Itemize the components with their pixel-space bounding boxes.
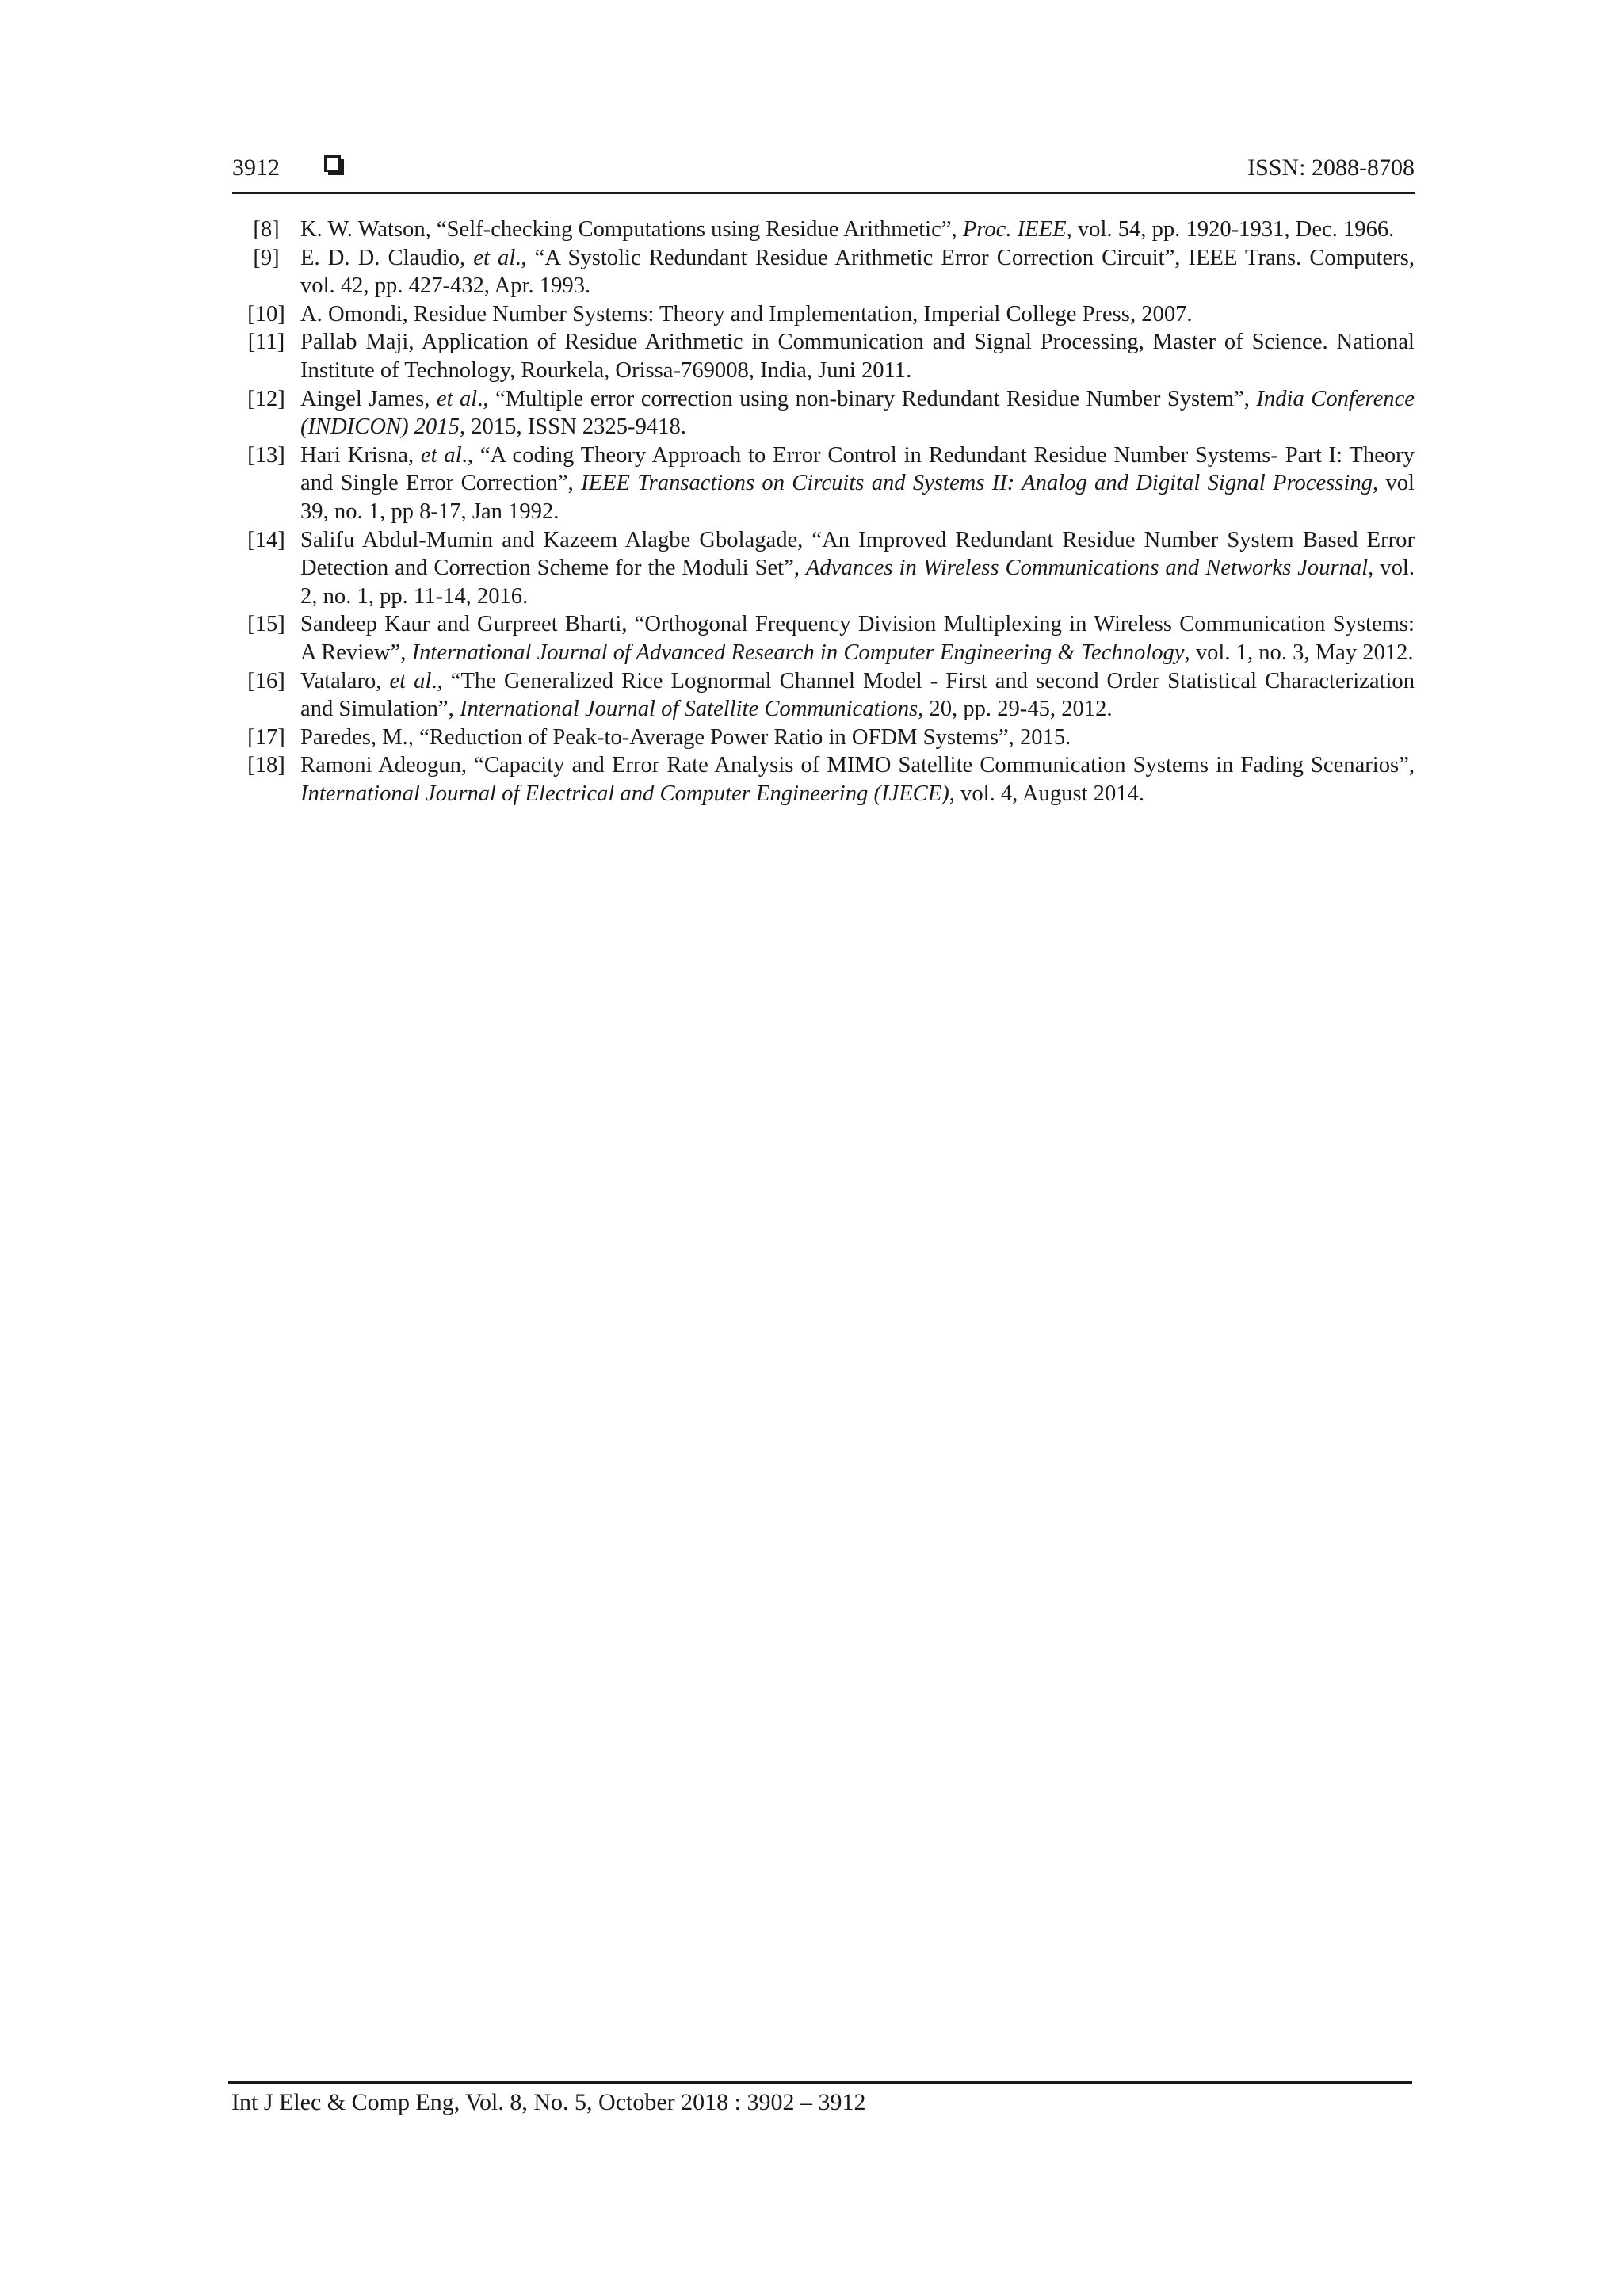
reference-text: [289, 751, 1415, 808]
reference-segment: A. Omondi, Residue Number Systems: Theory and Implementation, Imperial College Press, 2007.: [300, 301, 1193, 327]
reference-segment: ., “The Generalized Rice Lognormal Channel Model - First and second Order Statistical Characterization and Simulation”,: [300, 668, 1415, 722]
reference-item: [232, 441, 1415, 526]
reference-segment: , vol. 1, no. 3, May 2012.: [1184, 640, 1414, 665]
reference-text: [289, 610, 1415, 667]
reference-number: [232, 441, 289, 526]
reference-number: [232, 385, 289, 441]
reference-text: [289, 244, 1415, 300]
reference-number-label: [8]: [253, 217, 280, 242]
reference-item: [232, 751, 1415, 808]
reference-segment: , vol 39, no. 1, pp 8-17, Jan 1992.: [300, 471, 1415, 524]
reference-text: [289, 724, 1415, 752]
reference-segment: , 2015, ISSN 2325-9418.: [459, 415, 686, 440]
reference-italic-segment: IEEE Transactions on Circuits and Systems II: Analog and Digital Signal Processing: [581, 471, 1373, 496]
reference-segment: Hari Krisna,: [300, 442, 421, 468]
reference-italic-segment: International Journal of Advanced Research in Computer Engineering & Technology: [411, 640, 1185, 665]
reference-segment: Aingel James,: [300, 386, 437, 411]
reference-segment: , 20, pp. 29-45, 2012.: [918, 697, 1113, 722]
reference-item: [232, 385, 1415, 441]
reference-segment: Salifu Abdul-Mumin and Kazeem Alagbe Gbolagade, “An Improved Redundant Residue Number System Based Error Detection and Correction Scheme for the Moduli Set”,: [300, 527, 1415, 581]
reference-segment: ., “Multiple error correction using non-binary Redundant Residue Number System”,: [477, 386, 1257, 411]
reference-segment: Vatalaro,: [300, 668, 390, 693]
reference-number-label: [17]: [247, 724, 285, 750]
reference-text: [289, 300, 1415, 329]
reference-number-label: [18]: [247, 753, 285, 778]
reference-number-label: [11]: [247, 330, 285, 355]
reference-item: [232, 216, 1415, 244]
reference-number: [232, 328, 289, 384]
reference-item: [232, 526, 1415, 611]
reference-text: [289, 328, 1415, 384]
reference-segment: , vol. 2, no. 1, pp. 11-14, 2016.: [300, 556, 1415, 609]
reference-number: [232, 216, 289, 244]
reference-item: [232, 667, 1415, 724]
reference-italic-segment: Proc. IEEE: [962, 217, 1067, 242]
reference-number-label: [13]: [247, 442, 285, 468]
reference-segment: Paredes, M., “Reduction of Peak-to-Average Power Ratio in OFDM Systems”, 2015.: [300, 724, 1071, 750]
reference-number-label: [16]: [247, 668, 285, 693]
reference-number-label: [15]: [247, 612, 285, 637]
reference-italic-segment: et al: [436, 386, 478, 411]
reference-number: [232, 244, 289, 300]
reference-number: [232, 526, 289, 611]
reference-segment: E. D. D. Claudio,: [300, 245, 474, 270]
reference-segment: Sandeep Kaur and Gurpreet Bharti, “Orthogonal Frequency Division Multiplexing in Wireless Communication Systems: A Review”,: [300, 612, 1415, 665]
reference-number-label: [14]: [247, 527, 285, 552]
reference-italic-segment: Advances in Wireless Communications and Networks Journal: [805, 556, 1369, 581]
box-bullet-icon: [324, 155, 345, 176]
reference-segment: Pallab Maji, Application of Residue Arithmetic in Communication and Signal Processing, Master of Science. National Institute of Technology, Rourkela, Orissa-769008, India, Juni 2011.: [300, 330, 1415, 383]
reference-segment: K. W. Watson, “Self-checking Computations using Residue Arithmetic”,: [300, 217, 963, 242]
reference-segment: Ramoni Adeogun, “Capacity and Error Rate Analysis of MIMO Satellite Communication Systems in Fading Scenarios”,: [300, 753, 1415, 778]
reference-italic-segment: et al: [389, 668, 432, 693]
reference-italic-segment: India Conference (INDICON) 2015: [300, 386, 1415, 440]
reference-text: [289, 385, 1415, 441]
issn: ISSN: 2088-8708: [1247, 155, 1415, 181]
reference-number: [232, 724, 289, 752]
reference-italic-segment: et al: [420, 442, 462, 468]
reference-number: [232, 751, 289, 808]
reference-number: [232, 300, 289, 329]
reference-number-label: [9]: [253, 245, 280, 270]
reference-item: [232, 724, 1415, 752]
reference-italic-segment: International Journal of Satellite Communications: [459, 697, 918, 722]
reference-text: [289, 441, 1415, 526]
reference-text: [289, 526, 1415, 611]
page-footer: [228, 2081, 1412, 2115]
reference-number-label: [10]: [247, 301, 285, 327]
reference-number: [232, 667, 289, 724]
reference-segment: ., “A coding Theory Approach to Error Control in Redundant Residue Number Systems- Part I: Theory and Single Error Correction”,: [300, 442, 1415, 496]
reference-item: [232, 328, 1415, 384]
reference-italic-segment: International Journal of Electrical and Computer Engineering (IJECE): [300, 781, 949, 806]
page-number: 3912: [232, 155, 280, 181]
reference-number-label: [12]: [247, 386, 285, 411]
reference-item: [232, 244, 1415, 300]
reference-text: [289, 667, 1415, 724]
reference-segment: , vol. 4, August 2014.: [949, 781, 1144, 806]
journal-citation: Int J Elec & Comp Eng, Vol. 8, No. 5, October 2018 : 3902 – 3912: [231, 2089, 866, 2115]
reference-item: [232, 300, 1415, 329]
reference-list: [232, 216, 1415, 808]
reference-segment: ., “A Systolic Redundant Residue Arithmetic Error Correction Circuit”, IEEE Trans. Computers, vol. 42, pp. 427-432, Apr. 1993.: [300, 245, 1415, 299]
page-header: [232, 151, 1415, 194]
reference-text: [289, 216, 1415, 244]
reference-item: [232, 610, 1415, 667]
reference-italic-segment: et al: [473, 245, 516, 270]
reference-number: [232, 610, 289, 667]
reference-segment: , vol. 54, pp. 1920-1931, Dec. 1966.: [1066, 217, 1395, 242]
